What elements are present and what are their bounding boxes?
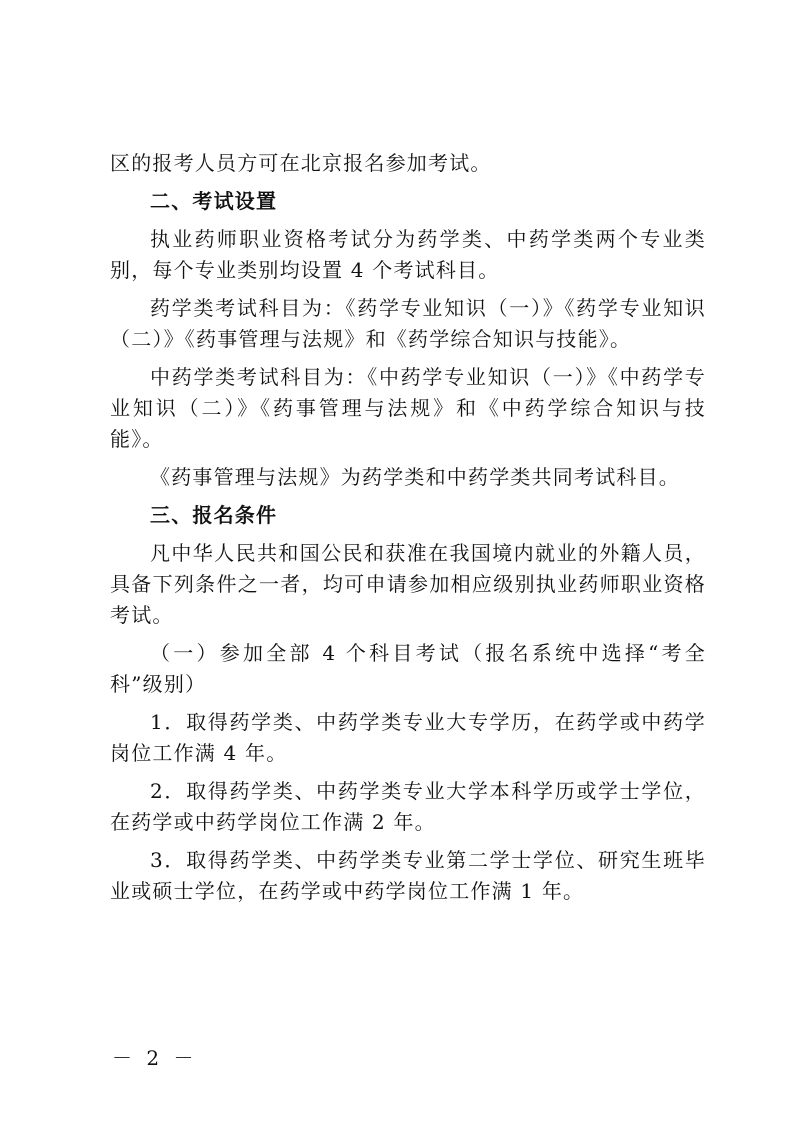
paragraph-full-subjects: （一）参加全部 4 个科目考试（报名系统中选择“考全科”级别） bbox=[110, 641, 706, 696]
paragraph-exam-categories: 执业药师职业资格考试分为药学类、中药学类两个专业类别，每个专业类别均设置 4 个考试科目。 bbox=[110, 227, 706, 282]
paragraph-pharmacy-subjects: 药学类考试科目为：《药学专业知识（一）》《药学专业知识（二）》《药事管理与法规》和《药学综合知识与技能》。 bbox=[110, 296, 706, 351]
section-heading-exam-setup: 二、考试设置 bbox=[150, 189, 278, 213]
list-item-condition-3: 3．取得药学类、中药学类专业第二学士学位、研究生班毕业或硕士学位，在药学或中药学岗位工作满 1 年。 bbox=[110, 848, 706, 903]
document-body bbox=[110, 148, 706, 914]
list-item-condition-2: 2．取得药学类、中药学类专业大学本科学历或学士学位，在药学或中药学岗位工作满 2 年。 bbox=[110, 779, 706, 834]
paragraph-eligibility-intro: 凡中华人民共和国公民和获准在我国境内就业的外籍人员，具备下列条件之一者，均可申请参加相应级别执业药师职业资格考试。 bbox=[110, 541, 706, 627]
paragraph-continuation: 区的报考人员方可在北京报名参加考试。 bbox=[110, 151, 492, 175]
page-number: － 2 － bbox=[112, 1046, 198, 1070]
paragraph-tcm-subjects: 中药学类考试科目为：《中药学专业知识（一）》《中药学专业知识（二）》《药事管理与法规》和《中药学综合知识与技能》。 bbox=[110, 365, 706, 451]
section-heading-eligibility: 三、报名条件 bbox=[150, 503, 278, 527]
paragraph-common-subject: 《药事管理与法规》为药学类和中药学类共同考试科目。 bbox=[150, 465, 680, 489]
list-item-condition-1: 1．取得药学类、中药学类专业大专学历，在药学或中药学岗位工作满 4 年。 bbox=[110, 710, 706, 765]
